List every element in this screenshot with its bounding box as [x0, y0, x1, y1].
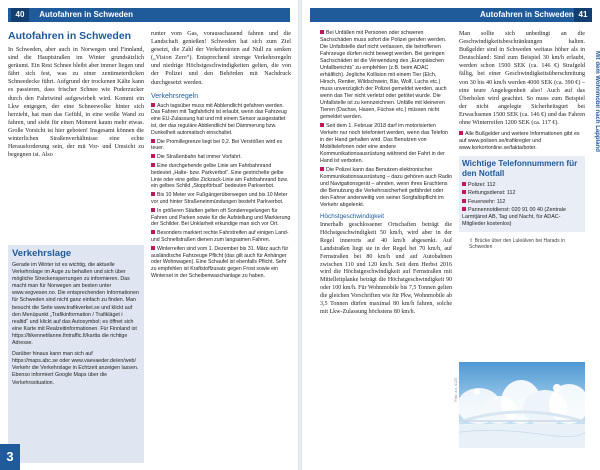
bullet-square-icon [151, 103, 155, 107]
traffic-info-sidebar [8, 245, 144, 463]
rule-item: In größeren Städten gelten oft Sonderregelungen für Fahren und Parken sowie für die Aufstellung und Markierung der Schilder. Bei Unklarheit erkundige man sich vor Ort. [151, 207, 291, 228]
emergency-numbers-box [459, 156, 585, 232]
bullet-square-icon [462, 190, 466, 194]
rule-item: Die Straßenbahn hat immer Vorfahrt. [151, 154, 291, 161]
rule-item: Auch tagsüber muss mit Abblendlicht gefahren werden. Das Fahren mit Tagfahrlicht ist erlaubt, wenn das Fahrzeug eine EU-Zulassung hat und mit einem Sensor ausgestattet ist, der das reguläre Abblendlicht bei Dämmerung bzw. Dunkelheit automatisch einschaltet. [151, 102, 287, 136]
bullet-square-icon [151, 139, 155, 143]
fines-paragraph: Man sollte sich unbedingt an die Geschwindigkeitsbeschränkungen halten. Bußgelder sind in Schweden weitaus höher als in Deutschland: Sind zum Beispiel 30 km/h erlaubt, werden schon 1500 SEK (ca. 146 €) Strafgeld fällig, bei einer Geschwindigkeitsüberschreitung von 30 bis 40 km/h werden 4000 SEK (ca. 390 €) – eine teure Angelegenheit also! Auch auf das Überholen wird geachtet. So muss zum Beispiel der nicht angelegte Sicherheitsgurt bei Erwachsenen 1500 SEK (ca. 146 €) und das Fahren ohne Winterreifen 1200 SEK (ca. 117 €). [459, 31, 585, 127]
bullet-square-icon [459, 131, 463, 135]
left-column-1 [8, 30, 144, 159]
running-header-title: Autofahren in Schweden [480, 10, 574, 19]
info-list [459, 131, 585, 152]
rule-item: Die Polizei kann das Benutzen elektronischer Kommunikationsausrüstung – dazu gehören auch Radio und Navigationsgerät – ahnden, wenn ihres Erachtens die Benutzung die Verkehrssicherheit gefährdet oder den Fahrer anderweitig von seiner Sorgfaltspflicht im Verkehr abgelenkt. [320, 167, 452, 208]
page-number: 40 [11, 8, 29, 22]
chapter-side-tab: Mit dem Wohnmobil nach Lappland [594, 50, 600, 152]
photo-caption: ⇧ Brücke über den Luleälven bei Harads in Schweden [469, 238, 565, 251]
rule-item: Seit dem 1. Februar 2018 darf im motorisierten Verkehr nur noch telefoniert werden, wenn das Telefon in der Hand gehalten wird. Das Benutzen von Mobiltelefonen oder eine andere Kommunikationsausrüstung während der Fahrt in der Hand ist verboten. [320, 123, 448, 164]
sidebar-paragraph: Gerade im Winter ist es wichtig, die aktuelle Verkehrslage im Auge zu behalten und sich über mögliche Streckensperrungen zu informieren. Das macht man für Norwegen am besten unter www.vegvesen.no. Die entsprechenden Informationen für Schweden sind nicht ganz einfach zu finden. Man besucht die Seite www.trafikverket.se und klickt auf den Menüpunkt „Trafikinformation / Trafikläget i realtid“ und klickt auf das Autosymbol; es öffnet sich eine Karte mit Realzeitinformationen. Für Finnland ist https://liikennetilanne.fintraffic.fi/kartta die richtige Adresse. [12, 262, 139, 347]
right-column-2 [459, 30, 585, 253]
bullet-square-icon [151, 230, 155, 234]
bullet-square-icon [320, 123, 324, 127]
sidebar-paragraph: Darüber hinaus kann man sich auf https://maps.abc.se oder www.vaevaeder.de/en/web/ Verkehr die Verkehrslage in Echtzeit anzeigen lassen. Ebenso informiert Google Maps über die Verkehrssituation. [12, 351, 139, 386]
emergency-title: Wichtige Telefonnummern für den Notfall [462, 159, 578, 179]
page-number: 41 [574, 8, 592, 22]
section-title: Autofahren in Schweden [8, 30, 132, 42]
emergency-item: Rettungsdienst: 112 [462, 190, 582, 197]
emergency-item: Pannennotdienst: 020 91 00 40 (Zentrale Larmtjänst AB, Tag und Nacht, für ADAC-Mitglieder kostenlos) [462, 206, 567, 228]
rules-heading: Verkehrsregeln [151, 92, 199, 100]
bullet-square-icon [462, 207, 466, 211]
emergency-item: Feuerwehr: 112 [462, 199, 582, 206]
rules-continued-list [320, 30, 452, 209]
rule-item: Die Promillegrenze liegt bei 0,2. Bei Verstößen wird es teuer. [151, 138, 283, 152]
rule-item: Bis 10 Meter vor Fußgängerüberwegen und bis 10 Meter vor und hinter Straßeneinmündungen besteht Parkverbot. [151, 192, 288, 206]
rule-item: Bei Unfällen mit Personen oder schweren Sachschäden muss sofort die Polizei gerufen werden. Die Unfallstelle darf nicht verlassen, die betroffenen Fahrzeuge dürfen nicht bewegt werden. Bei geringen Sachschäden ist die Verwendung des „Europäischen Unfallberichts“ zu empfehlen (z.B. beim ADAC erhältlich). Jegliche Kollision mit einem Tier (Elch, Hirsch, Rentier, Wildschwein, Bär, Wolf, Luchs etc.) muss unverzüglich der Polizei gemeldet werden, auch wenn das Tier nicht verletzt oder getötet wurde. Die Unfallstelle ist zu kennzeichnen. Unfälle mit kleineren Tieren (Dachse, Hasen, Füchse etc.) müssen nicht gemeldet werden. [320, 30, 447, 120]
intro-paragraph: In Schweden, aber auch in Norwegen und Finnland, sind die Hauptstraßen im Winter grundsätzlich geräumt. Ein Rest Schnee bleibt aber immer liegen und fährt sich fest, was zu einer zentimeterdicken Schneedecke führt. Aufgrund der trockenen Kälte kann es passieren, dass frischer Schnee wie Puderzucker durch den Fahrtwind aufgewirbelt wird. Kommt ein Lkw entgegen, der eine Schneewolke hinter sich herzieht, hat man das Gefühl, in eine weiße Wand zu fahren, und sieht für einen Moment kaum mehr etwas. Große Vorsicht ist hier geboten! Insgesamt können die winterlichen Straßenverhältnisse eine echte Herausforderung sein, der mit Vor- und Umsicht zu begegnen ist. Also [8, 47, 144, 159]
bullet-square-icon [151, 163, 155, 167]
winter-landscape-illustration [459, 362, 585, 448]
left-page-header [8, 8, 290, 22]
photo-credit: Foto: a.b. 0123 [454, 378, 458, 402]
bullet-square-icon [320, 30, 324, 34]
vision-zero-paragraph: runter vom Gas, vorausschauend fahren und die Landschaft genießen! Schweden hat sich zum Ziel gesetzt, die Zahl der Verkehrstoten auf Null zu senken („Vision Zero“). Entsprechend strenge Verkehrsregeln und niedrige Höchstgeschwindigkeiten gelten, die von der Polizei und den Behörden mit Nachdruck durchgesetzt werden. [151, 31, 291, 86]
sidebar-body [12, 262, 140, 387]
bullet-square-icon [151, 154, 155, 158]
left-page [0, 0, 298, 470]
chapter-number-tab: 3 [0, 444, 20, 470]
speed-heading: Höchstgeschwindigkeit [320, 213, 385, 220]
bullet-square-icon [151, 208, 155, 212]
sidebar-title: Verkehrslage [12, 248, 72, 259]
bullet-square-icon [151, 246, 155, 250]
right-page-header [310, 8, 592, 22]
frozen-river-bridge-photo [459, 362, 585, 448]
caption-arrow-icon: ⇧ [469, 238, 475, 245]
rule-item: Winterreifen sind vom 1. Dezember bis 31. März auch für ausländische Fahrzeuge Pflicht (das gilt auch für Anhänger oder Wohnwagen). Eine Schaufel ist ebenfalls Pflicht. Sehr zu empfehlen ist Kraftstoffzusatz gegen Frost sowie ein Winterset in der Scheibenwaschanlage zu haben. [151, 245, 289, 279]
rule-item: Eine durchgehende gelbe Linie am Fahrbahnrand bedeutet „Halte- bzw. Parkverbot“. Eine gestrichelte gelbe Linie oder eine gelbe Zickzack-Linie am Fahrbahnrand bzw. ein gelbes Schild „Stoppförbud“ bedeuten Parkverbot. [151, 163, 288, 190]
right-page [302, 0, 600, 470]
emergency-list [462, 182, 582, 228]
running-header-title: Autofahren in Schweden [39, 10, 134, 19]
rule-item: Besonders markiert rechte Fahrstreifen auf einigen Land- und Schnellstraßen dienen zum langsamen Fahren. [151, 230, 289, 243]
rules-list [151, 103, 291, 280]
speed-paragraph: Innerhalb geschlossener Ortschaften beträgt die Höchstgeschwindigkeit 50 km/h, wird aber in der Regel innerorts auf 40 km/h abgesenkt. Auf Landstraßen liegt sie in der Regel bei 70 km/h, auf Fernstraßen bei 80 km/h und auf Autobahnen zwischen 110 und 120 km/h. Seit dem Herbst 2016 wird die Höchstgeschwindigkeit auf Fernstraßen mit Mittelleitplanke beträgt die Höchstgeschwindigkeit 90 oder 100 km/h. Für Wohnmobile bis 7,5 Tonnen gelten die gleichen Vorschriften wie für Pkw, Wohnmobile ab 3,5 Tonnen dürfen maximal 80 km/h fahren, solche mit Lkw-Zulassung höchstens 80 km/h. [320, 222, 452, 315]
emergency-item: Polizei: 112 [462, 182, 582, 189]
bullet-square-icon [462, 182, 466, 186]
info-item: Alle Bußgelder und weitere Informationen gibt es auf www.polisen.se/trafikregler und www.korkortonline.se/fakta/boter. [459, 131, 580, 152]
bullet-square-icon [320, 167, 324, 171]
bullet-square-icon [151, 192, 155, 196]
right-column-1 [320, 30, 452, 317]
left-column-2 [151, 30, 291, 282]
bullet-square-icon [462, 199, 466, 203]
